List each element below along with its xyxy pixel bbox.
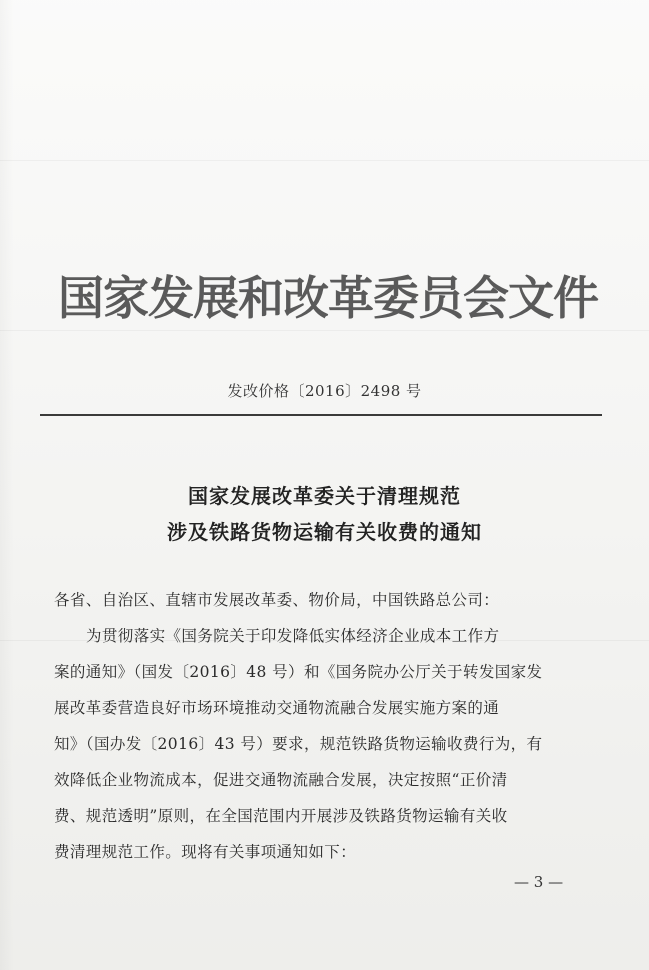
paragraph-line: 案的通知》（国发〔2016〕48 号）和《国务院办公厅关于转发国家发	[54, 663, 543, 681]
notice-title-line-1: 国家发展改革委关于清理规范	[188, 484, 461, 508]
scan-fold-line	[0, 160, 649, 161]
paragraph-line: 费清理规范工作。现将有关事项通知如下：	[54, 843, 357, 861]
page-number: — 3 —	[514, 873, 564, 891]
paragraph-line: 为贯彻落实《国务院关于印发降低实体经济企业成本工作方	[86, 627, 500, 645]
paragraph-line: 费、规范透明”原则，在全国范围内开展涉及铁路货物运输有关收	[54, 807, 508, 825]
agency-title: 国家发展和改革委员会文件	[58, 271, 598, 325]
header-divider	[40, 414, 602, 416]
paragraph-line: 效降低企业物流成本，促进交通物流融合发展，决定按照“正价清	[54, 771, 508, 789]
document-number: 发改价格〔2016〕2498 号	[227, 382, 422, 400]
paragraph-line: 知》（国办发〔2016〕43 号）要求，规范铁路货物运输收费行为，有	[54, 735, 543, 753]
scan-fold-line	[0, 330, 649, 331]
salutation: 各省、自治区、直辖市发展改革委、物价局，中国铁路总公司：	[54, 591, 500, 609]
notice-title-line-2: 涉及铁路货物运输有关收费的通知	[167, 520, 482, 544]
paragraph-line: 展改革委营造良好市场环境推动交通物流融合发展实施方案的通	[54, 699, 500, 717]
